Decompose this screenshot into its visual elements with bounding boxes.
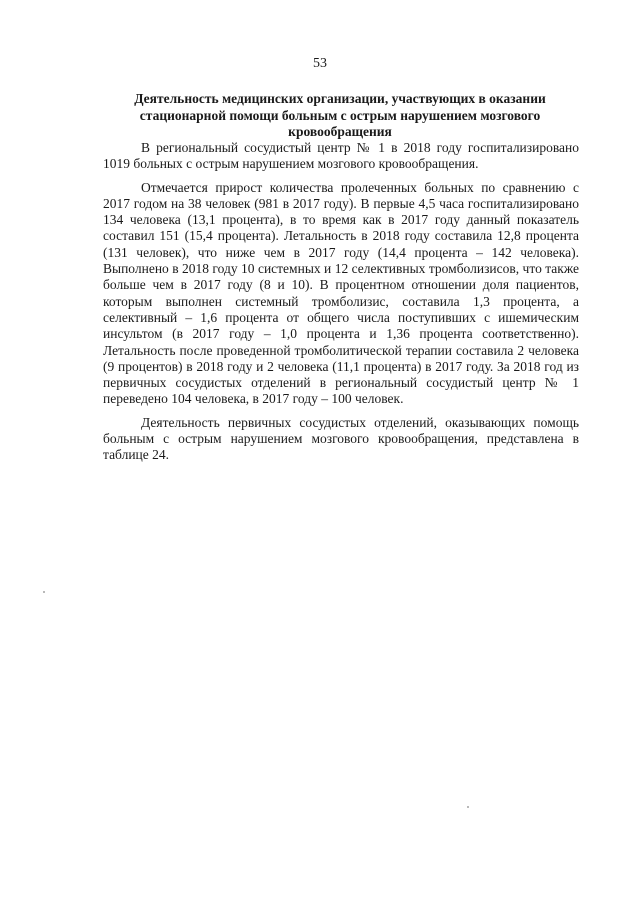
scan-speck	[43, 591, 45, 593]
document-body	[103, 140, 579, 471]
paragraph-table-reference: Деятельность первичных сосудистых отделений, оказывающих помощь больным с острым нарушением мозгового кровообращения, представлена в таблице 24.	[103, 414, 579, 463]
section-title-line: стационарной помощи больным с острым нарушением мозгового	[139, 107, 541, 123]
section-title-line: Деятельность медицинских организации, участвующих в оказании	[134, 91, 546, 106]
section-title-line: кровообращения	[288, 124, 392, 139]
paragraph-regional-center: В региональный сосудистый центр № 1 в 2018 году госпитализировано 1019 больных с острым нарушением мозгового кровообращения.	[103, 140, 579, 172]
section-title	[100, 91, 580, 141]
paragraph-statistics: Отмечается прирост количества пролеченных больных по сравнению с 2017 годом на 38 человек (981 в 2017 году). В первые 4,5 часа госпитализировано 134 человека (13,1 процента), в то время как в 2017 году данный показатель составил 151 (15,4 процента). Летальность в 2018 году составила 12,8 процента (131 человек), что ниже чем в 2017 году (14,4 процента – 142 человека). Выполнено в 2018 году 10 системных и 12 селективных тромболизисов, что также больше чем в 2017 году (8 и 10). В процентном отношении доля пациентов, которым выполнен системный тромболизис, составила 1,3 процента, а селективный – 1,6 процента от общего числа поступивших с ишемическим инсультом (в 2017 году – 1,0 процента и 1,36 процента соответственно). Летальность после проведенной тромболитической терапии составила 2 человека (9 процентов) в 2018 году и 2 человека (11,1 процента) в 2017 году. За 2018 год из первичных сосудистых отделений в региональный сосудистый центр № 1 переведено 104 человека, в 2017 году – 100 человек.	[103, 179, 579, 407]
scan-speck	[467, 806, 469, 808]
page-number: 53	[313, 56, 327, 71]
